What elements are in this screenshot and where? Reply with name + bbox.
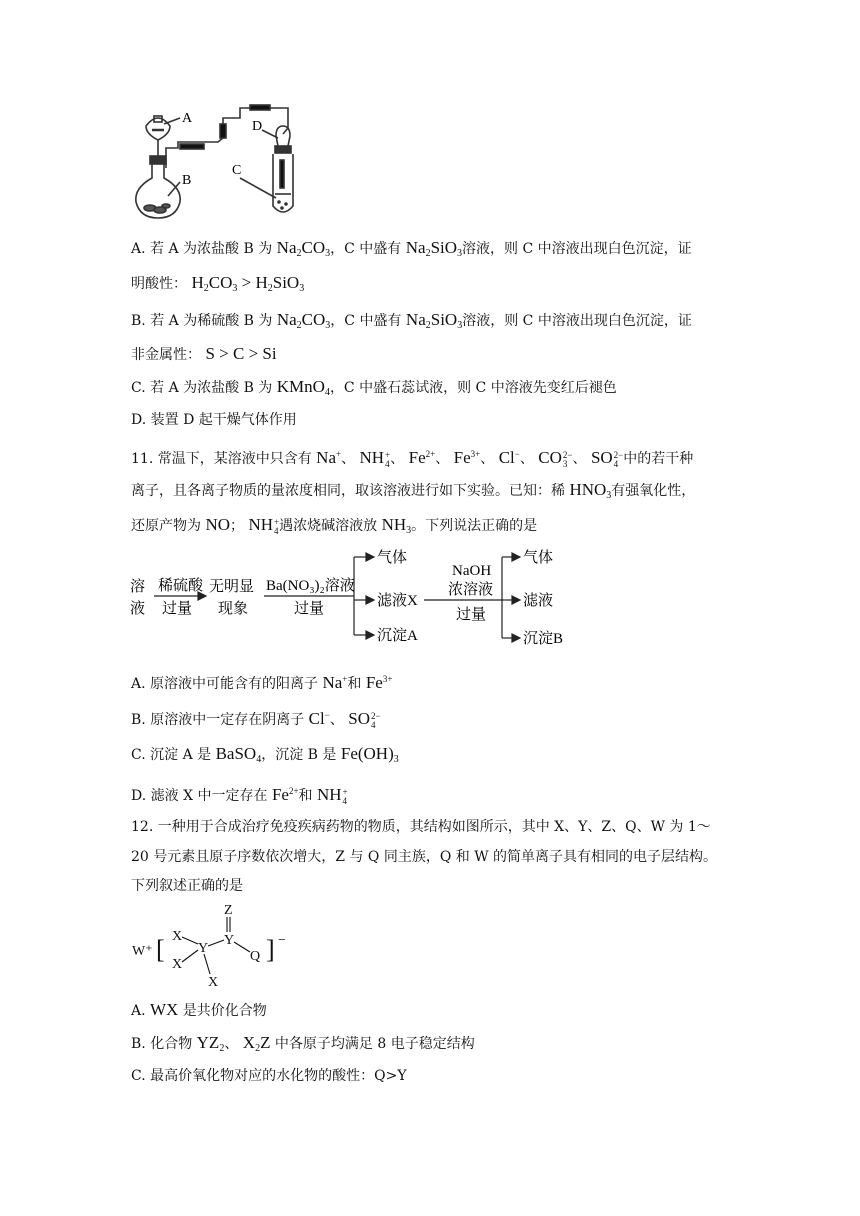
q12-option-a: A. WX 是共价化合物 [131,1000,267,1019]
flow-step1-top: 稀硫酸 [158,578,204,594]
q12-intro-line3: 下列叙述正确的是 [131,878,243,894]
q11-option-a: A. 原溶液中可能含有的阳离子 Na+和 $Fe^{3+}$ [131,673,393,692]
q10-option-b-line1: B. 若 A 为稀硫酸 B 为 $Na_2CO_3$，C 中盛有 $Na_2SiO_3$溶液，则 C 中溶液出现白色沉淀，证 [131,310,692,331]
svg-text:X: X [172,929,183,944]
flow-filtrate-x: 滤液X [377,593,418,609]
q11-option-c: C. 沉淀 A 是 BaSO$_4$，沉淀 B 是 $Fe(OH)_3$ [131,744,399,765]
q10-option-c: C. 若 A 为浓盐酸 B 为 KMnO$_4$，C 中盛石蕊试液，则 C 中溶液先变红后褪色 [131,377,617,398]
q11-flowchart [126,545,566,650]
svg-text:X: X [208,975,219,990]
q11-option-b: B. 原溶液中一定存在阴离子 Cl−、 SO 2− 4 [131,709,381,730]
q12-intro-line2: 20 号元素且原子序数依次增大，Z 与 Q 同主族，Q 和 W 的简单离子具有相同的电子层结构。 [131,849,718,865]
label-d: D [252,119,263,134]
flow-gas1: 气体 [377,550,408,566]
q10-option-b-line2: 非金属性： S > C > Si [131,344,277,363]
q11-intro-line3: 还原产物为 NO； NH + 4 遇浓烧碱溶液放 $NH_3$。下列说法正确的是 [131,515,538,536]
q11-intro-line1: 11. 常温下，某溶液中只含有 Na+、 NH + 4 、 $Fe^{2+}$、 $Fe^{3+}$、 Cl−、 CO 2− 3 、 SO 2− 4 中的若干种 [131,448,694,469]
flow-obs-1: 无明显 [209,579,255,595]
svg-text:Y: Y [198,941,209,956]
flow-step3-bottom: 过量 [456,607,487,623]
flow-step3-top2: 浓溶液 [448,582,494,598]
flow-step2-top: Ba(NO₃)₂溶液 [266,578,355,594]
svg-text:]: ] [266,935,275,964]
svg-text:Z: Z [224,903,233,918]
svg-text:X: X [172,957,183,972]
q12-structure-diagram [128,900,298,990]
q10-option-a-line2: 明酸性： $H_2CO_3 > H_2SiO_3$ [131,273,305,294]
label-c: C [232,163,242,178]
svg-text:Q: Q [250,949,261,964]
label-a: A [182,111,193,126]
flow-filtrate: 滤液 [523,593,554,609]
flow-gas2: 气体 [523,550,554,566]
svg-text:−: − [278,933,286,948]
q12-option-c: C. 最高价氧化物对应的水化物的酸性：Q>Y [131,1068,407,1084]
q11-option-d: D. 滤液 X 中一定存在 $Fe^{2+}$和 NH + 4 [131,785,348,806]
q10-option-a-line1: A. 若 A 为浓盐酸 B 为 $Na_2CO_3$，C 中盛有 $Na_2SiO_3$溶液，则 C 中溶液出现白色沉淀，证 [131,238,692,259]
flow-precip-b: 沉淀B [523,631,564,647]
flow-step1-bottom: 过量 [162,601,193,617]
q11-intro-line2: 离子，且各离子物质的量浓度相同，取该溶液进行如下实验。已知：稀 $HNO_3$有强氧化性， [131,480,696,501]
q10-option-d: D. 装置 D 起干燥气体作用 [131,412,297,428]
flow-start-2: 液 [130,601,146,617]
label-b: B [182,173,192,188]
svg-text:[: [ [156,935,165,964]
flow-obs-2: 现象 [218,601,249,617]
svg-text:Y: Y [224,933,235,948]
svg-text:W⁺: W⁺ [132,944,153,959]
flow-step3-top1: NaOH [452,563,492,579]
flow-precip-a: 沉淀A [377,628,418,644]
flow-start-1: 溶 [130,579,146,595]
apparatus-diagram [128,98,318,222]
q12-intro-line1: 12. 一种用于合成治疗免疫疾病药物的物质，其结构如图所示，其中 X、Y、Z、Q、W 为 1～ [131,819,711,835]
flow-step2-bottom: 过量 [294,601,325,617]
q12-option-b: B. 化合物 $YZ_2$、 $X_2Z$ 中各原子均满足 8 电子稳定结构 [131,1033,475,1054]
